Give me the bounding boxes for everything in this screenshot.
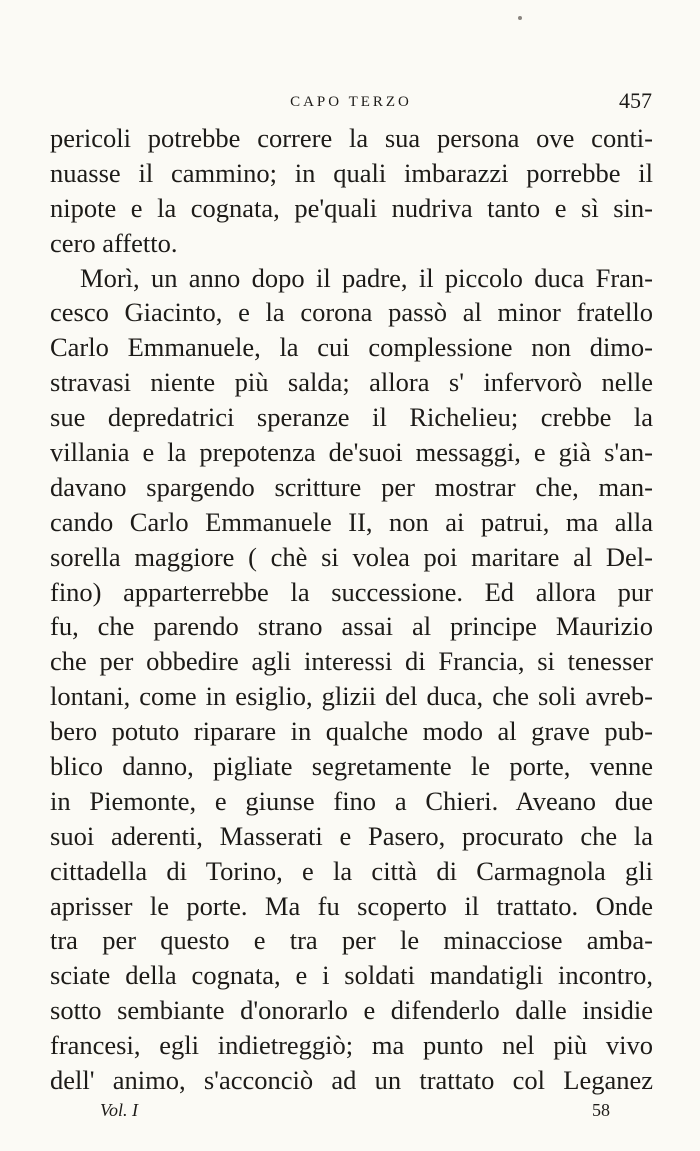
gathering-signature: 58 (592, 1100, 610, 1120)
text-line: lontani, come in esiglio, glizii del duca, che soli avreb- (50, 681, 653, 712)
text-line: bero potuto riparare in qualche modo al grave pub- (50, 716, 653, 747)
text-line: nuasse il cammino; in quali imbarazzi porrebbe il (50, 157, 653, 188)
text-line: che per obbedire agli interessi di Francia, si tenesser (50, 646, 653, 677)
text-line: sotto sembiante d'onorarlo e difenderlo dalle insidie (50, 995, 653, 1026)
text-line: villania e la prepotenza de'suoi messaggi, e già s'an- (50, 437, 653, 468)
page-footer (100, 1100, 610, 1126)
text-line: blico danno, pigliate segretamente le porte, venne (50, 751, 653, 782)
body-text (50, 121, 653, 1098)
volume-signature: Vol. I (100, 1100, 138, 1120)
text-line: aprisser le porte. Ma fu scoperto il trattato. Onde (50, 890, 653, 921)
text-line: davano spargendo scritture per mostrar che, man- (50, 471, 653, 502)
ink-speck (518, 16, 522, 20)
text-line: francesi, egli indietreggiò; ma punto nel più vivo (50, 1030, 653, 1061)
text-line: fu, che parendo strano assai al principe Maurizio (50, 611, 653, 642)
text-line: tra per questo e tra per le minacciose amba- (50, 925, 653, 956)
text-line: cesco Giacinto, e la corona passò al minor fratello (50, 297, 653, 328)
text-line: nipote e la cognata, pe'quali nudriva tanto e sì sin- (50, 192, 653, 223)
text-line: sue depredatrici speranze il Richelieu; crebbe la (50, 402, 653, 433)
text-line: dell' animo, s'acconciò ad un trattato col Leganez (50, 1065, 653, 1096)
text-line: Carlo Emmanuele, la cui complessione non dimo- (50, 332, 653, 363)
text-line: in Piemonte, e giunse fino a Chieri. Aveano due (50, 785, 653, 816)
page-number: 457 (619, 88, 652, 113)
text-line: cero affetto. (50, 227, 178, 258)
text-line: stravasi niente più salda; allora s' infervorò nelle (50, 367, 653, 398)
text-line: cittadella di Torino, e la città di Carmagnola gli (50, 855, 653, 886)
text-line: sorella maggiore ( chè si volea poi maritare al Del- (50, 541, 653, 572)
text-line: suoi aderenti, Masserati e Pasero, procurato che la (50, 820, 653, 851)
text-line: pericoli potrebbe correre la sua persona ove conti- (50, 123, 653, 153)
text-line: sciate della cognata, e i soldati mandatigli incontro, (50, 960, 653, 991)
text-line: cando Carlo Emmanuele II, non ai patrui, ma alla (50, 506, 653, 537)
running-head: CAPO TERZO (290, 94, 412, 110)
page-header (50, 88, 652, 118)
text-line: Morì, un anno dopo il padre, il piccolo duca Fran- (80, 262, 653, 293)
text-line: fino) apparterrebbe la successione. Ed allora pur (50, 576, 653, 607)
